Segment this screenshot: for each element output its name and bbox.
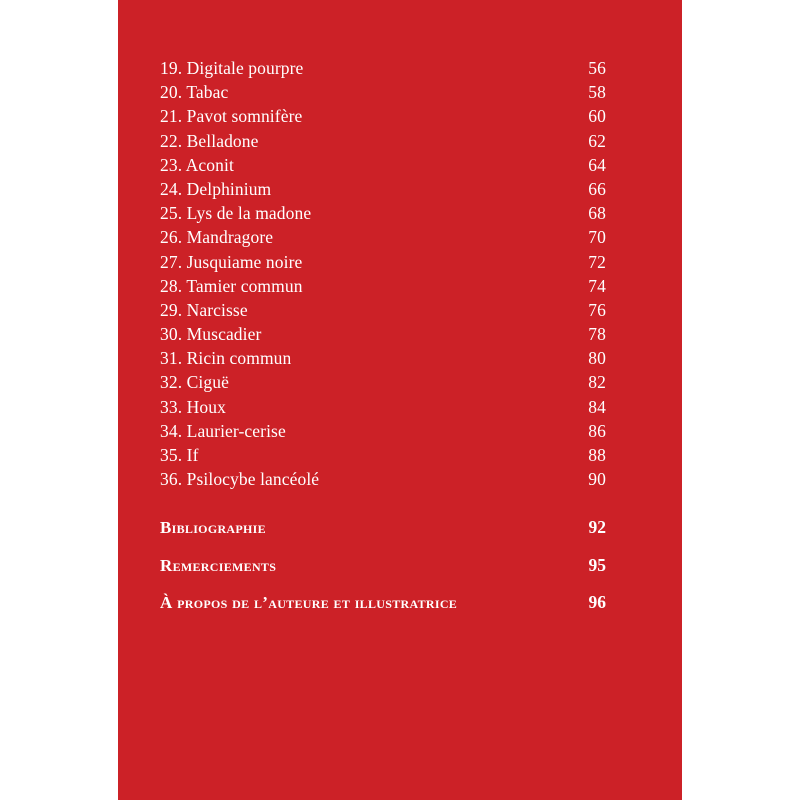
- toc-section-list: [160, 513, 606, 626]
- toc-entry: [160, 201, 606, 225]
- book-page: [118, 0, 682, 800]
- toc-entry-page: 74: [588, 275, 606, 296]
- toc-entry-title: 22. Belladone: [160, 130, 259, 151]
- toc-entry-title: 33. Houx: [160, 396, 226, 417]
- toc-entry-page: 84: [588, 396, 606, 417]
- toc-entry-page: 58: [588, 82, 606, 103]
- toc-entry: [160, 419, 606, 443]
- toc-entry-title: 21. Pavot somnifère: [160, 106, 303, 127]
- toc-entry: [160, 322, 606, 346]
- toc-entry: [160, 346, 606, 370]
- toc-entry-title: 29. Narcisse: [160, 299, 248, 320]
- toc-entry-page: 76: [588, 299, 606, 320]
- toc-section-bibliography: [160, 513, 606, 551]
- toc-entry: [160, 80, 606, 104]
- toc-section-acknowledgements: [160, 551, 606, 589]
- toc-entry-page: 62: [588, 130, 606, 151]
- toc-entry-title: 27. Jusquiame noire: [160, 251, 303, 272]
- toc-entry-page: 56: [588, 58, 606, 78]
- toc-entry-title: 19. Digitale pourpre: [160, 58, 304, 78]
- toc-entry: [160, 56, 606, 80]
- section-title: Remerciements: [160, 555, 277, 575]
- toc-entry-page: 64: [588, 154, 606, 175]
- toc-entry-page: 68: [588, 203, 606, 224]
- toc-entry-page: 72: [588, 251, 606, 272]
- toc-entry: [160, 129, 606, 153]
- toc-entry: [160, 443, 606, 467]
- toc-entry-title: 31. Ricin commun: [160, 348, 292, 369]
- toc-entry-title: 34. Laurier-cerise: [160, 420, 286, 441]
- toc-entry: [160, 370, 606, 394]
- toc-entry: [160, 225, 606, 249]
- toc-entry: [160, 395, 606, 419]
- toc-entry-page: 80: [588, 348, 606, 369]
- section-page: 92: [588, 517, 606, 537]
- toc-entry: [160, 274, 606, 298]
- toc-entry-list: [160, 56, 606, 491]
- toc-entry-title: 28. Tamier commun: [160, 275, 303, 296]
- toc-entry: [160, 153, 606, 177]
- toc-entry-title: 20. Tabac: [160, 82, 229, 103]
- toc-entry-page: 90: [588, 469, 606, 490]
- section-title: Bibliographie: [160, 518, 266, 537]
- toc-entry-title: 30. Muscadier: [160, 324, 262, 345]
- toc-entry-page: 66: [588, 178, 606, 199]
- toc-section-about-author: [160, 588, 606, 626]
- toc-entry-page: 70: [588, 227, 606, 248]
- section-page: 96: [588, 592, 606, 612]
- toc-entry-page: 78: [588, 324, 606, 345]
- section-page: 95: [588, 554, 606, 575]
- toc-entry: [160, 177, 606, 201]
- toc-entry-title: 35. If: [160, 445, 199, 465]
- toc-entry: [160, 250, 606, 274]
- toc-entry-title: 26. Mandragore: [160, 227, 274, 248]
- toc-entry-page: 86: [588, 420, 606, 441]
- section-title: À propos de l’auteure et illustratrice: [160, 593, 458, 612]
- toc-entry-title: 24. Delphinium: [160, 178, 272, 199]
- toc-entry: [160, 467, 606, 491]
- toc-entry-title: 32. Ciguë: [160, 372, 229, 393]
- toc-entry-page: 82: [588, 372, 606, 393]
- toc-entry-page: 88: [588, 445, 606, 465]
- toc-entry: [160, 104, 606, 128]
- toc-entry-page: 60: [588, 106, 606, 127]
- toc-entry-title: 25. Lys de la madone: [160, 203, 312, 224]
- toc-entry: [160, 298, 606, 322]
- toc-entry-title: 23. Aconit: [160, 154, 234, 175]
- toc-entry-title: 36. Psilocybe lancéolé: [160, 469, 320, 490]
